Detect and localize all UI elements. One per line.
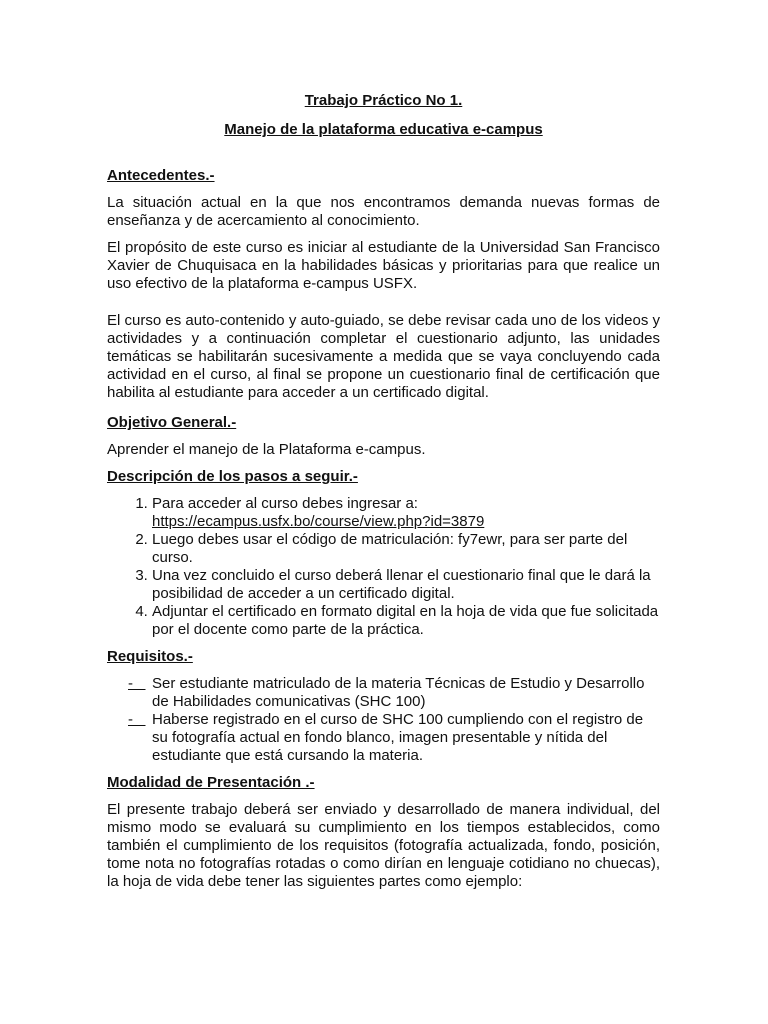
document-title: Trabajo Práctico No 1. <box>304 92 463 109</box>
antecedentes-heading: Antecedentes.- <box>107 167 215 184</box>
requisitos-heading: Requisitos.- <box>107 648 193 665</box>
document-subtitle: Manejo de la plataforma educativa e-campus <box>224 121 543 138</box>
list-item <box>152 495 660 531</box>
section-objetivo <box>107 414 660 459</box>
section-modalidad <box>107 774 660 891</box>
section-pasos <box>107 468 660 639</box>
requirement-text: Haberse registrado en el curso de SHC 100 cumpliendo con el registro de su fotografía actual en fondo blanco, imagen presentable y nítida del estudiante que está cursando la materia. <box>152 711 644 764</box>
antecedentes-paragraph: El propósito de este curso es iniciar al estudiante de la Universidad San Francisco Xavier de Chuquisaca en la habilidades básicas y prioritarias para que realice un uso efectivo de la plataforma e-campus USFX. <box>107 239 660 292</box>
modalidad-heading: Modalidad de Presentación .- <box>107 774 315 791</box>
list-item <box>107 711 660 765</box>
course-link[interactable]: https://ecampus.usfx.bo/course/view.php?id=3879 <box>152 513 485 530</box>
objetivo-text: Aprender el manejo de la Plataforma e-campus. <box>107 441 426 458</box>
dash-bullet: - <box>128 711 146 728</box>
modalidad-text: El presente trabajo deberá ser enviado y desarrollado de manera individual, del mismo modo se evaluará su cumplimiento en los tiempos establecidos, como también el cumplimiento de los requisitos (fotografía actualizada, fondo, posición, tome nota no fotografías rotadas o como dirían en lenguaje cotidiano no chuecas), la hoja de vida debe tener las siguientes partes como ejemplo: <box>107 801 660 890</box>
antecedentes-paragraph: La situación actual en la que nos encontramos demanda nuevas formas de enseñanza y de acercamiento al conocimiento. <box>107 194 660 229</box>
list-item: 3. Una vez concluido el curso deberá llenar el cuestionario final que le dará la posibilidad de acceder a un certificado digital. <box>152 567 660 603</box>
pasos-heading: Descripción de los pasos a seguir.- <box>107 468 358 485</box>
list-item <box>107 675 660 711</box>
step-text: Para acceder al curso debes ingresar a: <box>152 495 418 512</box>
requirement-text: Ser estudiante matriculado de la materia Técnicas de Estudio y Desarrollo de Habilidades comunicativas (SHC 100) <box>152 675 645 710</box>
steps-list <box>107 495 660 639</box>
list-item: 4. Adjuntar el certificado en formato digital en la hoja de vida que fue solicitada por el docente como parte de la práctica. <box>152 603 660 639</box>
antecedentes-paragraph: El curso es auto-contenido y auto-guiado, se debe revisar cada uno de los videos y actividades y a continuación completar el cuestionario adjunto, las unidades temáticas se habilitarán sucesivamente a medida que se vaya concluyendo cada actividad en el curso, al final se propone un cuestionario final de certificación que habilita al estudiante para acceder a un certificado digital. <box>107 312 660 401</box>
dash-bullet: - <box>128 675 146 692</box>
section-requisitos <box>107 648 660 765</box>
requirements-list <box>107 675 660 765</box>
objetivo-heading: Objetivo General.- <box>107 414 237 431</box>
section-antecedentes <box>107 167 660 402</box>
list-item: 2. Luego debes usar el código de matriculación: fy7ewr, para ser parte del curso. <box>152 531 660 567</box>
